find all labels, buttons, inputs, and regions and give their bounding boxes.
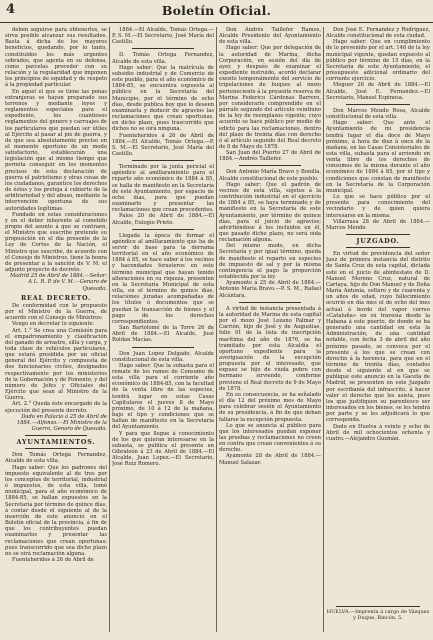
paragraph: Art. 1.° Se crea una Comisión para el empadronamiento y clasificación del ganado de arrastre, silla y carga, y toda clase de vehículos particulares, que estará presidida por un oficial general del Ejército y compuesta de dos funcionarios civiles, designados respectivamente por los ministerios de la Gobernación y de Fomento, y del número de Jefes y Oficiales del Ejército que sean al Ministro de la Guerra. (5, 327, 107, 402)
paragraph: 1884.—El Alcalde, Tomás Ortega.—P. S. M.—El Secretario, José María del Castillo. (112, 27, 214, 46)
paragraph: Del mismo modo, en dicha Secretaría y por igual término, queda de manifiesto el reparto en especies de impuesto de sal y por la misma contingencia el pago la proporción establecida por la ley. (219, 243, 321, 281)
divider (132, 229, 194, 230)
divider (25, 448, 87, 449)
paragraph: Lo que se anuncia al público para que los interesados puedan exponer las pruebas y reclamaciones no creen en contra que crean convenientes á su derecho. (219, 422, 321, 454)
divider (239, 302, 301, 303)
section-heading-juzgado: JUZGADO. (356, 237, 400, 245)
divider (25, 435, 87, 436)
paragraph: Fuenteheridos á 26 de Abril de (12, 556, 94, 563)
paragraph: deben seguirse para obtenerlos, se sirva posible alcanzar sus resultados. Basta á dicha de los mayores beneficios, quedando, por lo tanto, constituidos los más urgentes sobrados, que agenta en su defensa, como parcelas proceder con su relación y la regularidad que imponen los principios de equidad y de respeto á la propiedad particular. (5, 27, 107, 89)
paragraph: Hago saber: Que en cumplimiento de lo prevenido por el art. 146 de la ley municipal vigente, quedan expuesto al público por término de 15 días, en la Secretaría de este Ayuntamiento, el presupuesto adicional ordinario del corriente ejercicio. (326, 39, 430, 83)
divider (132, 160, 194, 161)
column-4 (326, 27, 430, 632)
paragraph: Vengo en decretar lo siguiente: (12, 321, 95, 328)
imprint-text: HUELVA.—Imprenta á cargo de Vázquez y Duque, Rincón, 5. (326, 609, 430, 621)
paragraph: Don Juan Lopez Delgado, Alcalde constitucional de esta villa. (112, 350, 214, 363)
paragraph: Don Andrés Taillefer Ramos, Alcalde Presidente del Ayuntamiento de esta villa. (219, 27, 321, 46)
paragraph: San Juan del Puerto 27 de Abril de 1884.—Andrés Taillefer. (219, 150, 321, 163)
decree-heading: REAL DECRETO. (20, 293, 92, 302)
newspaper-title: Boletín Oficial. (161, 3, 272, 18)
paragraph: Villarrasa 28 de Abril de 1884.—Marcos Mendo. (326, 218, 430, 231)
paragraph: Don Marcos Mendo Rosa, Alcalde constitucional de esta villa. (326, 107, 430, 121)
divider (132, 347, 194, 348)
column-2 (112, 27, 214, 632)
paragraph: Hago saber: Que por delegación de la autoridad de Marina, dicha Corporación, en sesión del día de ayer, y después de examinar el expediente instruido, acordó declarar exento temporalmente del servicio de tripulaciones de buques al mozo perteneciente á la presente reserva de Marina Federico Cárdenas Barrero, por considerarle comprendido en el párrafo segundo del artículo veintiuno de la ley de reemplazos vigente; cuyo acuerdo se hace público por medio de edicto para las reclamaciones, dentro del plazo de treinta días con derecho ó al artículo segundo del Real decreto de 8 de Mayo de 1878. (219, 45, 321, 150)
column-divider (216, 27, 217, 632)
paragraph: Hago saber: Que el padrón de vecinos de esta villa, sujetos á la contribución industrial en el ejercicio de 1884 á 85, se haya terminado y de manifiesto en la Secretaría de este Ayuntamiento, por término de quince días, para el juicio de agravios; advirtiéndose á los incluidos en él, que pasado dicho plazo, no será oída reclamación alguna. (219, 181, 321, 244)
column-divider (323, 27, 324, 632)
paragraph: De conformidad con lo propuesto por el Ministro de la Guerra, de acuerdo con el Consejo de Ministros: (5, 302, 107, 322)
paragraph: Hago saber: Que la subasta para el remate de los ramos de Consumo de esta villa para el corriente año económico de 1884-85, con la facultad de la venta libre de las especies, tendrá lugar en estas Casas Capitulares el jueves 8 de Mayo próximo, de 10 á 12 de la mañana, bajo el tipo y condiciones que se hallan de manifiesto en la Secretaría del Ayuntamiento. (112, 362, 214, 431)
paragraph: D. Tomás Ortega Fernandez, Alcalde de esta villa. (112, 52, 214, 65)
page-header (0, 0, 433, 23)
signature-line: Dado en Palacio á 25 de Abril de 1884.—Alfonso.—El Ministro de la Guerra, Genaro de Quesada. (16, 413, 107, 432)
column-1 (5, 27, 107, 632)
paragraph: A virtud de instancia presentada á la autoridad de Marina de esta capital por el mozo José Lozano Palmar y Carrión, hijo de José y de Augustias, folio 91 de la lista de inscripción marítima del año de 1876, se ha tramitado por esta Alcaldía el oportuno expediente para la averiguación de la excepción propuesta por el interesado, que expuso se hijo de viuda pobre con hermano sirviendo, conforme previene el Real decreto de 9 de Mayo de 1878. (219, 305, 321, 392)
paragraph: Don Tomás Ortega Fernandez, Alcalde de esta villa. (5, 452, 107, 465)
paragraph: Terminado por la junta pericial el apéndice al amillaramiento para el reparto año económico de 1884 á 85, se halla de manifiesto en la Secretaría de este Ayuntamiento, por espacio de ocho días, para que puedan examinarlo y presentar las reclamaciones que crean procedentes. (112, 164, 214, 214)
section-heading-ayuntamientos: AYUNTAMIENTOS. (16, 438, 96, 447)
paragraph: Palos 20 de Abril de 1884.—El Alcalde, Eulogio Prieto. (112, 213, 214, 226)
paragraph: Don Antonio María Bravo y Bonilla, Alcalde constitucional de este pueblo. (219, 169, 321, 182)
paragraph: Fuenteheridos á 26 de Abril de 1884.—El Alcalde, Tomás Ortega.—P. S. M.—El Secretario, José María del Castillo. (112, 132, 214, 157)
divider (346, 247, 410, 248)
paragraph: Ayamonte á 25 de Abril de 1884.—Antonio María Bravo.—P. S. M., Rafael Alcántara. (219, 280, 321, 299)
divider (346, 234, 410, 235)
paragraph: Llegada la época de formar el apéndice al amillaramiento que ha de servir de base para la derrama territorial en el año económico de 1884 á 85, se hace saber á los vecinos y hacendados forasteros en este término municipal que hayan tenido alteraciones en su riqueza, presenten en la Secretaría Municipal de esta villa, en el término de quince días, relaciones juradas acompañadas de los títulos ó documentos que se puedan la transacción de bienes y el pago de los derechos correspondientes. (112, 232, 214, 325)
divider (346, 104, 410, 105)
printer-imprint (326, 606, 430, 621)
column-divider (109, 27, 110, 632)
paragraph: En su consecuencia, se ha señalado el día 12 del próximo mes de Mayo para celebrar sesión el Ayuntamiento de su presidencia, á fin de que deban fallarse la excepción propuesta. (219, 391, 321, 423)
paragraph: San Bartolomé de la Torre 26 de Abril de 1884.—El Alcalde, José Roldan Macías. (112, 325, 214, 344)
signature-line: Madrid 25 de Abril de 1884.—Señor: A L. R. P. de V. M.—Genaro de Quesada. (9, 273, 107, 292)
paragraph: Dado en Huelva á veinte y ocho de Abril de mil ochocientos ochenta y cuatro.—Alejandro Guzmán. (326, 423, 430, 442)
paragraph: Hago saber: Que los padrones del impuesto equivalente al de tres por los conceptos de territorial, industrial é impuestos, de esta villa, tomó municipal, para el año económico de 1884-85, se hallan expuestos en la Secretaría por término de quince días, á contar desde el siguiente al de la inserción de este anuncio en el Boletín oficial de la provincia, á fin de que los contribuyentes puedan examinarlos y presentar las reclamaciones que crean oportunas; pues transcurrido que sea dicho plazo no se oirá reclamación alguna. (5, 464, 107, 557)
divider (336, 606, 420, 607)
paragraph: Moguer 26 de Abril de 1884.—El Alcalde, José E. Fernandez.—El Secretario, Manuel Espinosa. (326, 82, 430, 101)
paragraph: Y para que llegue á conocimiento de los que quieran interesarse en la subasta, se publica el presente en Gibraleón á 23 de Abril de 1884.—El Alcalde, Juan Lopez.—El Secretario, José Ruiz Romero. (112, 430, 214, 468)
paragraph: Art. 2.° Queda éste encargado de la ejecución del presente decreto. (5, 401, 107, 414)
paragraph: En virtud de providencia del señor Juez de primera instancia del distrito de Santa Cruz de esta capital, dictada este en el juicio de abintestato de D. Manuel Moreno Cruz, natural de Cartaya, hijo de Don Manuel y de Doña María Antonia, soltero y de cuarenta y un años de edad, cuyo fallecimiento ocurrió en día mes el de ocho del mes actual á bordo del vapor correo «Cataluña» en su travesía desde la Habana á este puerto, de donde se ha generado una cantidad en esta la Administración, de una cantidad notable, con fecha 3 de abril del año próximo pasado, se convoca por el presente á los que se crean con derecho á la herencia, para que en el término de treinta días, contados desde el siguiente al en que se publique este anuncio en la Gaceta de Madrid, se presenten en este Juzgado por escribanía del infrascrito, á hacer valer el derecho que les asista, pues los que justifiquen su parentesco ser interesados en los bienes, se les tendrá por parte y se les adjudicará lo que corresponda. (326, 251, 430, 424)
column-3 (219, 27, 321, 632)
paragraph: Don José E. Fernandez y Rodriguez, Alcalde constitucional de esta ciudad. (326, 27, 430, 40)
paragraph: Hago saber: Que la matrícula de subsidio industrial y de Comercio de este pueblo, para el año económico de 1884-85, se encuentra expuesta al público en la Secretaría del Municipio, por el término de ocho días, desde publica hoy que lo deseen examinarla y deducir de agravios las reclamaciones que crean oportunas, en dicho plazo, pues trascurrido que dichos no se oirá ninguna. (112, 64, 214, 133)
paragraph: Hago saber: Que ante el Ayuntamiento de mi presidencia tendrá lugar el día doce de Mayo próximo, á hora de diez á once de la mañana, en las Casas Consistoriales de esta villa, subasta para el arriendo en venta libre de los derechos de consumos de la misma durante el año económico de 1884 á 85, por el tipo y condiciones que constan de manifiesto en la Secretaría de la Corporación municipal. (326, 120, 430, 194)
paragraph: Ayamonte 28 de Abril de 1884.—Manuel Salazar. (219, 453, 321, 466)
paragraph: En aquel el que se tiene las penas extranjeras se hayan preparado sus terrenos y mediante leyes y reglamentos especiales para el expediente, los cuantiosos reglamentos del genero y carruajes de los particulares que puedan ser útiles al Ejército al pasar al pie de guerra, y de que sea absolutamente preciso en el momento oportuno de un modo satisfactorio, establecerán una legislación que al mismo tiempo que permita conseguir en los momentos precisos de esta declaración de guerra el patriotismo y otras cosas de los ciudadanos, garantice los derechos de éstos y los proteja á cubierto de la arbitrariedad y del abuso, mediante la intervención oportuna de sus autoridades legítimas. (5, 88, 107, 212)
divider (132, 48, 194, 49)
page-number: 4 (6, 2, 16, 17)
paragraph: Fundado en estas consideraciones y en el deber inherente al cometido propio del asunto á que se contraen, el Ministro que suscribe pretende su proposición en el día presente de la Ley de Cortes de la Nación, el Ministro que suscribe, de acuerdo con el Consejo de Ministros, tiene la honra de presentar a la sanción de V. M. el adjunto proyecto de decreto. (5, 211, 107, 274)
paragraph: Lo que se hace público por el presente para conocimiento del vecindario y de quien quiera interesarse en la misma. (326, 194, 430, 219)
divider (239, 165, 301, 166)
